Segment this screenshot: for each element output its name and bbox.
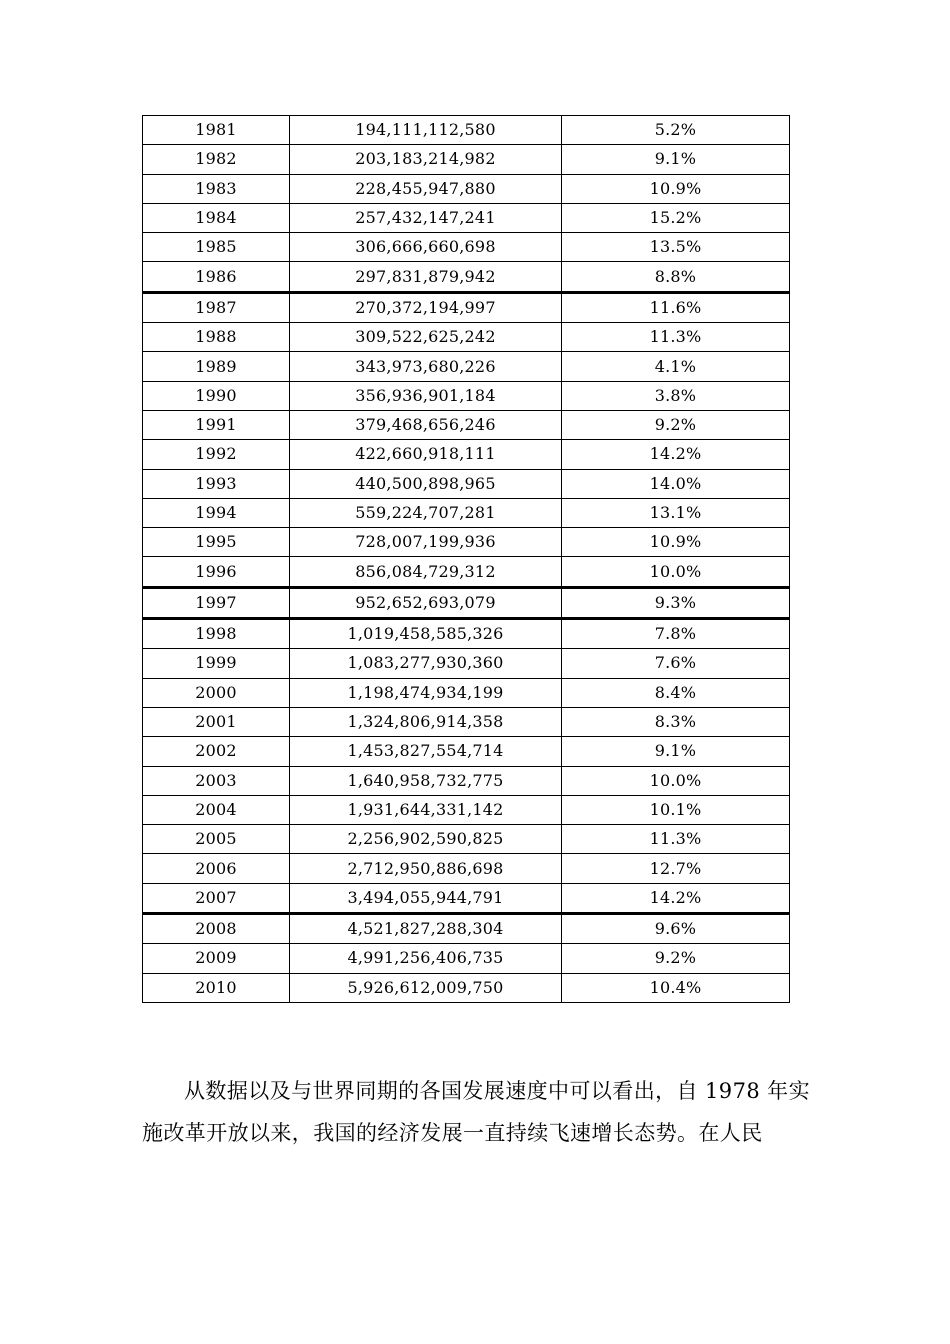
gdp-cell: 356,936,901,184 <box>290 381 562 410</box>
growth-rate-cell: 14.2% <box>562 440 790 469</box>
table-row <box>143 766 790 795</box>
gdp-growth-table <box>142 115 790 1003</box>
gdp-cell: 228,455,947,880 <box>290 174 562 203</box>
table-row <box>143 795 790 824</box>
table-row <box>143 587 790 618</box>
year-cell: 2002 <box>143 737 290 766</box>
growth-rate-cell: 8.8% <box>562 262 790 292</box>
growth-rate-cell: 10.9% <box>562 528 790 557</box>
growth-rate-cell: 10.1% <box>562 795 790 824</box>
year-cell: 2009 <box>143 944 290 973</box>
table-row <box>143 619 790 649</box>
year-cell: 1985 <box>143 233 290 262</box>
year-cell: 1981 <box>143 116 290 145</box>
year-cell: 1990 <box>143 381 290 410</box>
gdp-cell: 952,652,693,079 <box>290 587 562 618</box>
table-row <box>143 914 790 944</box>
table-row <box>143 381 790 410</box>
year-cell: 1988 <box>143 323 290 352</box>
growth-rate-cell: 12.7% <box>562 854 790 883</box>
table-row <box>143 233 790 262</box>
table-row <box>143 323 790 352</box>
gdp-cell: 4,521,827,288,304 <box>290 914 562 944</box>
gdp-cell: 728,007,199,936 <box>290 528 562 557</box>
growth-rate-cell: 9.2% <box>562 410 790 439</box>
gdp-cell: 306,666,660,698 <box>290 233 562 262</box>
year-cell: 1992 <box>143 440 290 469</box>
table-row <box>143 557 790 587</box>
table-row <box>143 203 790 232</box>
gdp-cell: 194,111,112,580 <box>290 116 562 145</box>
table-row <box>143 262 790 292</box>
year-cell: 1986 <box>143 262 290 292</box>
growth-rate-cell: 4.1% <box>562 352 790 381</box>
year-cell: 1996 <box>143 557 290 587</box>
year-cell: 1983 <box>143 174 290 203</box>
table-row <box>143 292 790 322</box>
table-row <box>143 973 790 1002</box>
table-row <box>143 944 790 973</box>
gdp-cell: 422,660,918,111 <box>290 440 562 469</box>
gdp-cell: 309,522,625,242 <box>290 323 562 352</box>
gdp-cell: 440,500,898,965 <box>290 469 562 498</box>
gdp-cell: 343,973,680,226 <box>290 352 562 381</box>
growth-rate-cell: 11.3% <box>562 323 790 352</box>
table-row <box>143 825 790 854</box>
growth-rate-cell: 13.1% <box>562 498 790 527</box>
growth-rate-cell: 13.5% <box>562 233 790 262</box>
growth-rate-cell: 7.6% <box>562 649 790 678</box>
year-cell: 1991 <box>143 410 290 439</box>
table-row <box>143 469 790 498</box>
year-cell: 2003 <box>143 766 290 795</box>
year-cell: 2007 <box>143 883 290 913</box>
year-cell: 2000 <box>143 678 290 707</box>
table-row <box>143 116 790 145</box>
year-cell: 1982 <box>143 145 290 174</box>
gdp-cell: 1,453,827,554,714 <box>290 737 562 766</box>
table-row <box>143 498 790 527</box>
gdp-cell: 5,926,612,009,750 <box>290 973 562 1002</box>
gdp-cell: 257,432,147,241 <box>290 203 562 232</box>
growth-rate-cell: 15.2% <box>562 203 790 232</box>
gdp-cell: 2,712,950,886,698 <box>290 854 562 883</box>
table-body <box>143 116 790 1003</box>
table-row <box>143 737 790 766</box>
body-paragraph: 从数据以及与世界同期的各国发展速度中可以看出，自 1978 年实施改革开放以来，我国的经济发展一直持续飞速增长态势。在人民 <box>142 1079 810 1145</box>
growth-rate-cell: 10.0% <box>562 766 790 795</box>
growth-rate-cell: 14.0% <box>562 469 790 498</box>
year-cell: 1994 <box>143 498 290 527</box>
growth-rate-cell: 8.3% <box>562 707 790 736</box>
growth-rate-cell: 10.9% <box>562 174 790 203</box>
gdp-cell: 297,831,879,942 <box>290 262 562 292</box>
growth-rate-cell: 9.6% <box>562 914 790 944</box>
gdp-cell: 1,019,458,585,326 <box>290 619 562 649</box>
gdp-cell: 1,083,277,930,360 <box>290 649 562 678</box>
table-row <box>143 883 790 913</box>
gdp-cell: 270,372,194,997 <box>290 292 562 322</box>
table-row <box>143 528 790 557</box>
gdp-cell: 1,324,806,914,358 <box>290 707 562 736</box>
table-row <box>143 854 790 883</box>
growth-rate-cell: 10.4% <box>562 973 790 1002</box>
year-cell: 2006 <box>143 854 290 883</box>
growth-rate-cell: 11.6% <box>562 292 790 322</box>
gdp-cell: 2,256,902,590,825 <box>290 825 562 854</box>
year-cell: 2001 <box>143 707 290 736</box>
growth-rate-cell: 9.1% <box>562 145 790 174</box>
year-cell: 1999 <box>143 649 290 678</box>
growth-rate-cell: 14.2% <box>562 883 790 913</box>
gdp-cell: 1,198,474,934,199 <box>290 678 562 707</box>
table-row <box>143 174 790 203</box>
growth-rate-cell: 8.4% <box>562 678 790 707</box>
year-cell: 2008 <box>143 914 290 944</box>
table-row <box>143 707 790 736</box>
gdp-cell: 1,640,958,732,775 <box>290 766 562 795</box>
growth-rate-cell: 9.3% <box>562 587 790 618</box>
gdp-cell: 4,991,256,406,735 <box>290 944 562 973</box>
gdp-cell: 3,494,055,944,791 <box>290 883 562 913</box>
growth-rate-cell: 7.8% <box>562 619 790 649</box>
year-cell: 2005 <box>143 825 290 854</box>
growth-rate-cell: 5.2% <box>562 116 790 145</box>
year-cell: 1998 <box>143 619 290 649</box>
growth-rate-cell: 11.3% <box>562 825 790 854</box>
table-row <box>143 678 790 707</box>
table-row <box>143 649 790 678</box>
year-cell: 2004 <box>143 795 290 824</box>
year-cell: 1989 <box>143 352 290 381</box>
year-cell: 1997 <box>143 587 290 618</box>
gdp-cell: 1,931,644,331,142 <box>290 795 562 824</box>
table-row <box>143 440 790 469</box>
gdp-cell: 379,468,656,246 <box>290 410 562 439</box>
growth-rate-cell: 10.0% <box>562 557 790 587</box>
year-cell: 1995 <box>143 528 290 557</box>
table-row <box>143 352 790 381</box>
growth-rate-cell: 3.8% <box>562 381 790 410</box>
gdp-cell: 559,224,707,281 <box>290 498 562 527</box>
table-row <box>143 410 790 439</box>
table-row <box>143 145 790 174</box>
year-cell: 1987 <box>143 292 290 322</box>
year-cell: 2010 <box>143 973 290 1002</box>
gdp-cell: 203,183,214,982 <box>290 145 562 174</box>
year-cell: 1993 <box>143 469 290 498</box>
year-cell: 1984 <box>143 203 290 232</box>
growth-rate-cell: 9.1% <box>562 737 790 766</box>
growth-rate-cell: 9.2% <box>562 944 790 973</box>
gdp-cell: 856,084,729,312 <box>290 557 562 587</box>
